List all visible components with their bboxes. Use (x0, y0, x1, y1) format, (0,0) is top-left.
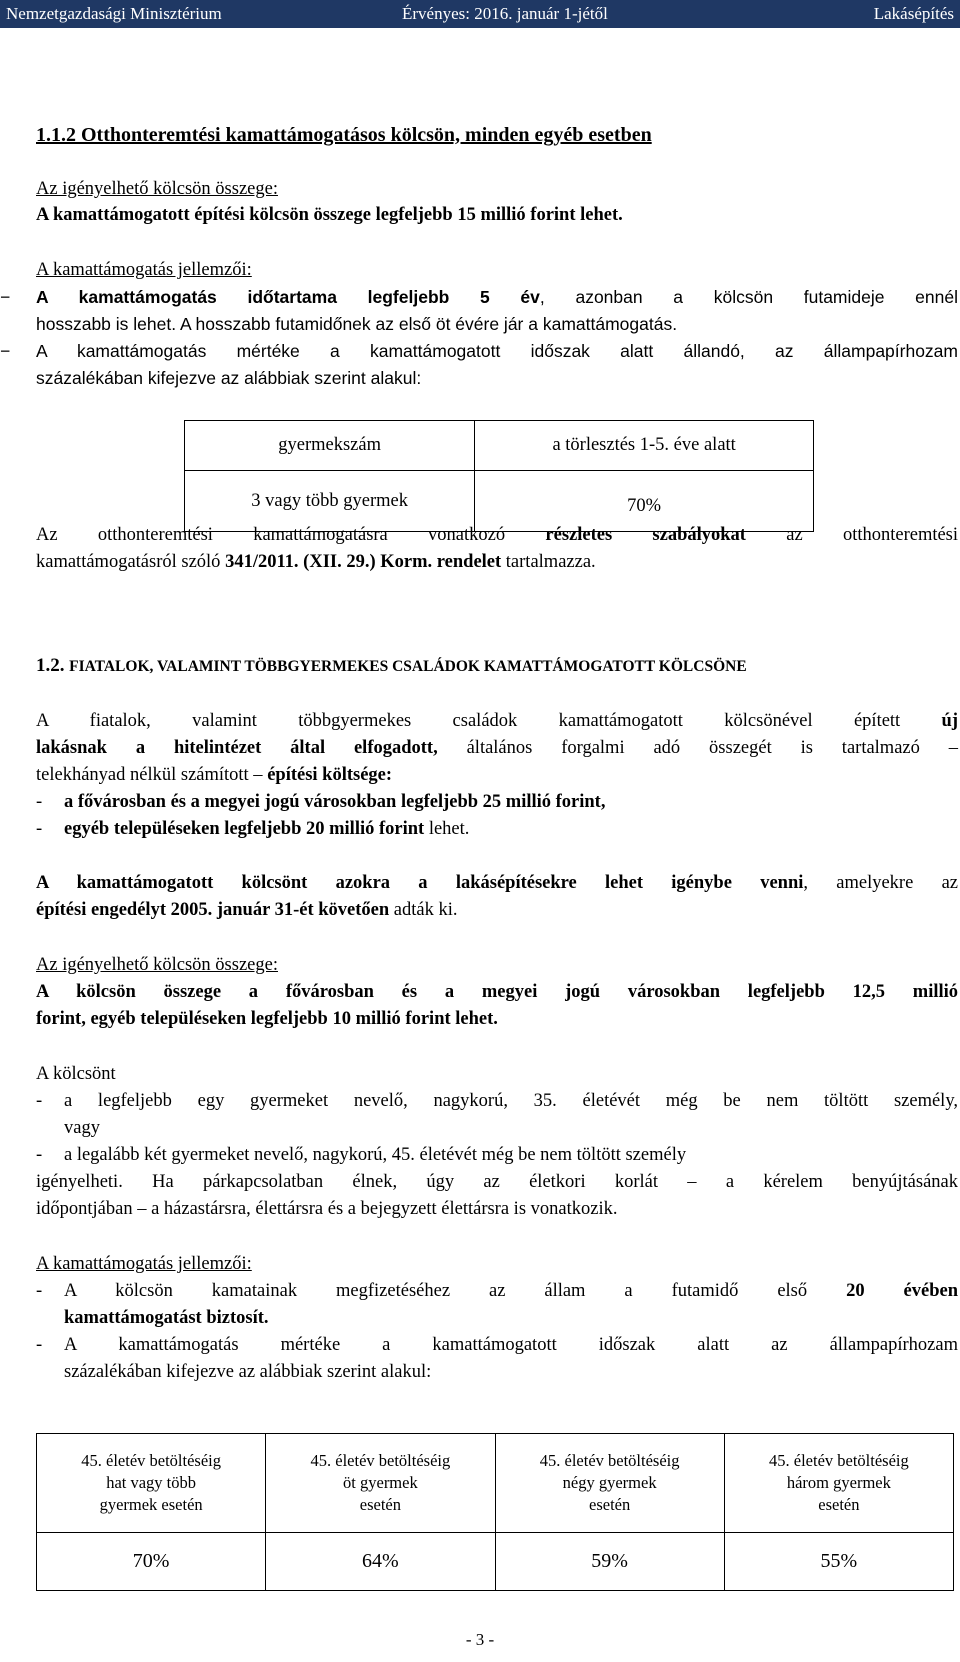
bold-text: építési engedélyt 2005. január 31-ét követően (36, 900, 390, 920)
rules-text: kamattámogatásról szóló (36, 552, 221, 572)
rules-bold: részletes szabályokat (545, 525, 746, 545)
text: adták ki. (393, 900, 458, 920)
bold-text: új (941, 711, 958, 731)
amount-label-2: Az igényelhető kölcsön összege: (36, 955, 278, 975)
bold-text: A kamattámogatott kölcsönt azokra a lakásépítésekre lehet igénybe venni (36, 873, 804, 893)
list-text: a fővárosban és a megyei jogú városokban legfeljebb 25 millió forint, (64, 792, 606, 812)
list-text: A kölcsön kamatainak megfizetéséhez az állam a futamidő első (64, 1281, 808, 1301)
paragraph-1-line3 (36, 762, 392, 789)
text: telekhányad nélkül számított – (36, 765, 263, 785)
table-row (37, 1533, 954, 1591)
header-ministry: Nemzetgazdasági Minisztérium (6, 4, 222, 23)
section-number: 1.2. (36, 655, 65, 676)
decree-reference: 341/2011. (XII. 29.) Korm. rendelet (225, 552, 502, 572)
features-label-2: A kamattámogatás jellemzői: (36, 1254, 252, 1274)
table-cell: 64% (266, 1533, 495, 1591)
section-heading-1-1-2: 1.1.2 Otthonteremtési kamattámogatásos kölcsön, minden egyéb esetben (36, 124, 652, 146)
table-header-cell: 45. életév betöltéséig négy gyermek esetén (495, 1434, 724, 1533)
list-text: egyéb településeken legfeljebb 20 millió forint (64, 819, 425, 839)
rate-table-1 (184, 420, 814, 532)
condition-2 (36, 1142, 686, 1169)
feature-bullet-2 (0, 338, 958, 365)
table-cell: 3 vagy több gyermek (185, 471, 475, 532)
list-dash: - (36, 1335, 43, 1355)
section-title: FIATALOK, VALAMINT TÖBBGYERMEKES CSALÁDOK KAMATTÁMOGATOTT KÖLCSÖNE (69, 658, 747, 675)
bold-text: 20 évében (846, 1281, 959, 1301)
feature-2-1-line1 (36, 1278, 958, 1305)
rules-line2 (36, 549, 596, 576)
feature-bullet-1 (0, 284, 958, 311)
duration-bold: A kamattámogatás időtartama legfeljebb 5 év (36, 287, 540, 307)
list-text: lehet. (428, 819, 470, 839)
header-validity: Érvényes: 2016. január 1-jétől (402, 4, 608, 23)
page-number: - 3 - (465, 1630, 495, 1649)
paragraph-1-line2 (36, 735, 958, 762)
feature-bullet-1-line2: hosszabb is lehet. A hosszabb futamidőnek az első öt évére jár a kamattámogatás. (36, 314, 678, 334)
rules-text: az otthonteremtési (786, 525, 959, 545)
page-header (0, 0, 960, 28)
table-cell: 59% (495, 1533, 724, 1591)
rate-table-2 (36, 1433, 954, 1591)
feature-2-2-line2: százalékában kifejezve az alábbiak szerint alakul: (64, 1362, 432, 1382)
list-dash: - (36, 1281, 43, 1301)
table-cell: 70% (37, 1533, 266, 1591)
table-header-cell: a törlesztés 1-5. éve alatt (475, 421, 814, 471)
table-header-cell: 45. életév betöltéséig öt gyermek esetén (266, 1434, 495, 1533)
text: , amelyekre az (803, 873, 958, 893)
rules-line1 (36, 522, 958, 549)
header-topic: Lakásépítés (873, 4, 954, 23)
bold-text: építési költsége: (267, 765, 393, 785)
list-text: A kamattámogatás mértéke a kamattámogatott időszak alatt az állampapírhozam (64, 1335, 958, 1355)
paragraph-2-line1 (36, 870, 958, 897)
list-dash: - (36, 1091, 43, 1111)
list-dash: - (36, 1145, 43, 1165)
table-cell: 70% (475, 471, 814, 532)
amount-text-2-line2: forint, egyéb településeken legfeljebb 10 millió forint lehet. (36, 1009, 498, 1029)
cost-limit-item-1 (36, 789, 605, 816)
feature-2-1-line2: kamattámogatást biztosít. (64, 1308, 269, 1328)
table-cell: 55% (724, 1533, 953, 1591)
paragraph-2-line2 (36, 897, 458, 924)
bold-text: lakásnak a hitelintézet által elfogadott, (36, 738, 438, 758)
amount-label: Az igényelhető kölcsön összege: (36, 179, 278, 199)
rules-text: tartalmazza. (505, 552, 596, 572)
eligibility-line1: igényelheti. Ha párkapcsolatban élnek, úgy az életkori korlát – a kérelem benyújtásának (36, 1172, 958, 1192)
text: általános forgalmi adó összegét is tartalmazó – (466, 738, 958, 758)
eligibility-line2: időpontjában – a házastársra, élettársra és a bejegyzett élettársra is vonatkozik. (36, 1199, 618, 1219)
duration-rest: , azonban a kölcsön futamideje ennél (539, 287, 958, 307)
table-header-cell: 45. életév betöltéséig hat vagy több gyermek esetén (37, 1434, 266, 1533)
feature-bullet-2-line2: százalékában kifejezve az alábbiak szerint alakul: (36, 368, 422, 388)
paragraph-1-line1 (36, 708, 958, 735)
rules-text: Az otthonteremtési kamattámogatásra vonatkozó (36, 525, 506, 545)
list-dash: - (36, 792, 43, 812)
list-text: a legfeljebb egy gyermeket nevelő, nagykorú, 35. életévét még be nem töltött személy, (64, 1091, 958, 1111)
rate-line1: A kamattámogatás mértéke a kamattámogatott időszak alatt állandó, az állampapírhozam (36, 341, 958, 361)
loan-label: A kölcsönt (36, 1064, 116, 1084)
list-dash: - (36, 819, 43, 839)
list-text: a legalább két gyermeket nevelő, nagykorú, 45. életévét még be nem töltött személy (64, 1145, 687, 1165)
table-header-cell: 45. életév betöltéséig három gyermek esetén (724, 1434, 953, 1533)
amount-text-2-line1: A kölcsön összege a fővárosban és a megyei jogú városokban legfeljebb 12,5 millió (36, 982, 958, 1002)
feature-2-2-line1 (36, 1332, 958, 1359)
condition-1-line1 (36, 1088, 958, 1115)
amount-text: A kamattámogatott építési kölcsön összege legfeljebb 15 millió forint lehet. (36, 205, 623, 225)
features-label: A kamattámogatás jellemzői: (36, 260, 252, 280)
condition-1-line2: vagy (64, 1118, 100, 1138)
table-row (37, 1434, 954, 1533)
cost-limit-item-2 (36, 816, 469, 843)
section-heading-1-2 (36, 652, 747, 680)
table-row (185, 421, 814, 471)
bullet-dash: − (0, 341, 11, 361)
table-header-cell: gyermekszám (185, 421, 475, 471)
text: A fiatalok, valamint többgyermekes családok kamattámogatott kölcsönével épített (36, 711, 901, 731)
bullet-dash: − (0, 287, 11, 307)
